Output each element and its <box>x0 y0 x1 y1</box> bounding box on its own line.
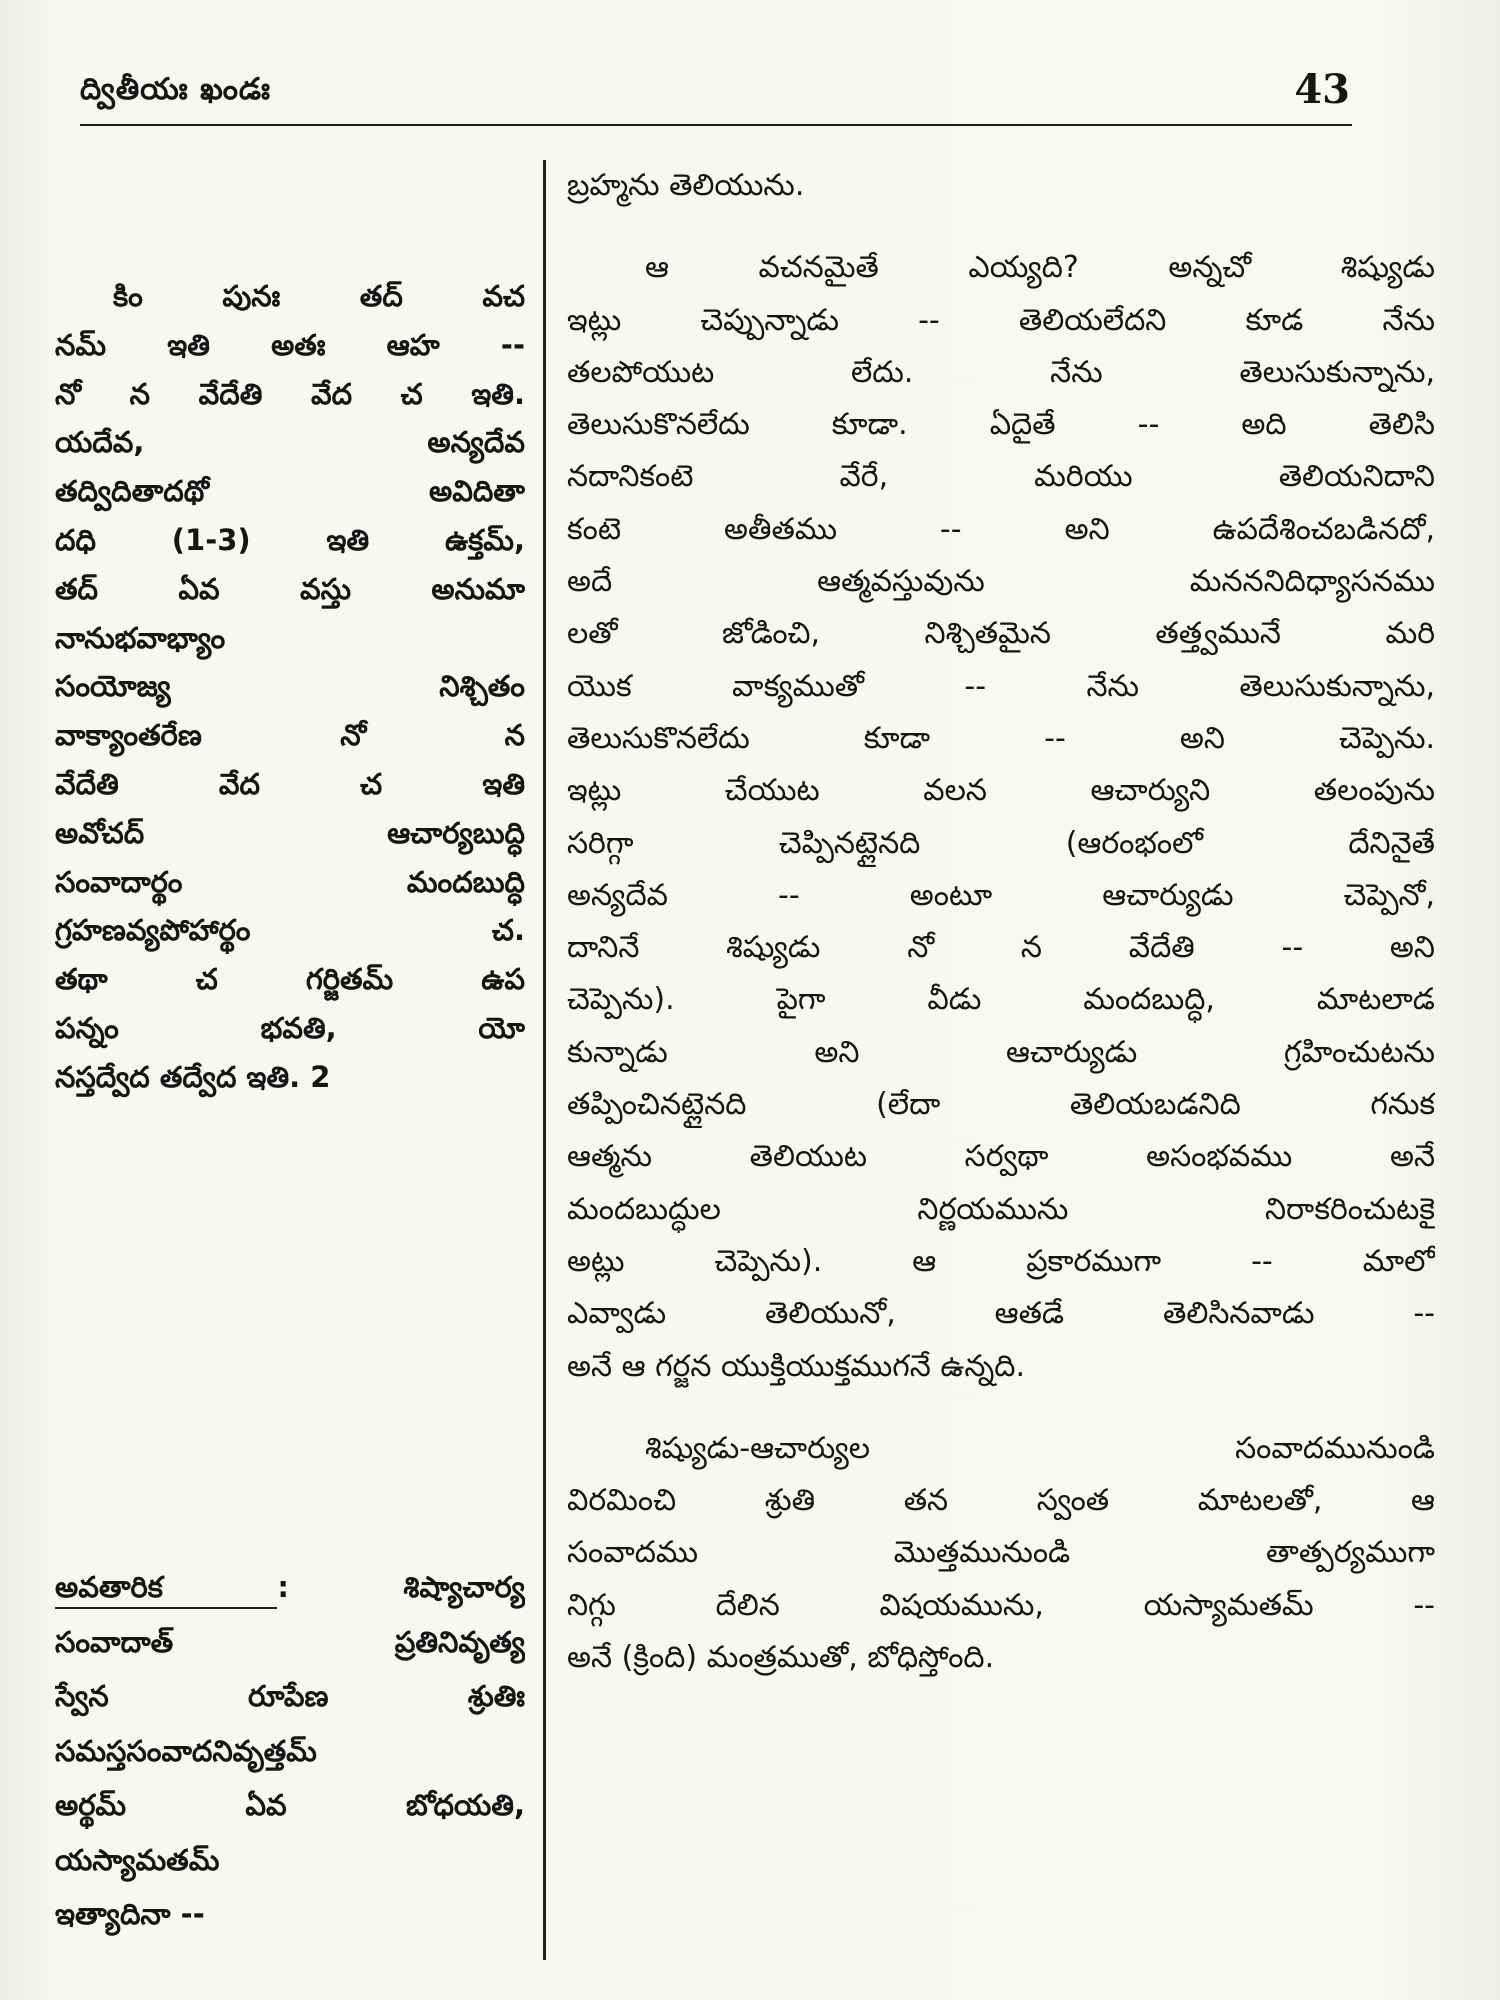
text-line: సంయోజ్య నిశ్చితం <box>55 669 525 704</box>
text-line: నానుభవాభ్యాం <box>55 620 226 655</box>
text-line: నమ్ ఇతి అతః ఆహ -- <box>55 327 525 362</box>
text-line: నిగ్గు దేలిన విషయమును, యస్యామతమ్ -- <box>567 1587 1435 1623</box>
paragraph-1 <box>567 160 1435 212</box>
text-line: మందబుద్ధుల నిర్ణయమును నిరాకరించుటకై <box>567 1191 1435 1227</box>
page-header <box>80 60 1350 130</box>
text-line: తెలుసుకొనలేదు కూడా. ఏదైతే -- అది తెలిసి <box>567 407 1435 443</box>
text-line: అట్లు చెప్పెను). ఆ ప్రకారముగా -- మాలో <box>567 1243 1435 1279</box>
header-rule <box>80 124 1352 126</box>
text-line: యస్యామతమ్ <box>55 1842 220 1877</box>
text-line: తద్విదితాదథో అవిదితా <box>55 474 525 509</box>
text-line: ఆ వచనమైతే ఎయ్యది? అన్నచో శిష్యుడు <box>645 250 1435 286</box>
text-line: తెలుసుకొనలేదు కూడా -- అని చెప్పెను. <box>567 720 1435 756</box>
text-line: ఇట్లు చెప్పున్నాడు -- తెలియలేదని కూడ నేను <box>567 302 1435 338</box>
text-line: అనే ఆ గర్జన యుక్తియుక్తముగనే ఉన్నది. <box>567 1348 1026 1384</box>
text-line: సంవాదము మొత్తమునుండి తాత్పర్యముగా <box>567 1535 1435 1571</box>
column-divider <box>543 160 546 1960</box>
text-line: పన్నం భవతి, యో <box>55 1010 525 1045</box>
text-line: తథా చ గర్జితమ్ ఉప <box>55 962 525 997</box>
text-line: దధి (1-3) ఇతి ఉక్తమ్, <box>55 522 525 557</box>
text-line: అవోచద్ ఆచార్యబుద్ధి <box>55 815 525 850</box>
text-line: కంటె అతీతము -- అని ఉపదేశించబడినదో, <box>567 511 1435 547</box>
text-line: ఆత్మను తెలియుట సర్వథా అసంభవము అనే <box>567 1139 1435 1175</box>
text-line: తలపోయుట లేదు. నేను తెలుసుకున్నాను, <box>567 354 1435 390</box>
page-number: 43 <box>1294 66 1350 113</box>
text-line: నదానికంటె వేరే, మరియు తెలియనిదాని <box>567 459 1435 495</box>
text-line: స్వేన రూపేణ శ్రుతిః <box>55 1679 525 1713</box>
text-line: అనే (క్రింది) మంత్రముతో, బోధిస్తోంది. <box>567 1640 995 1676</box>
text-line: సంవాదార్థం మందబుద్ధి <box>55 864 525 899</box>
running-header-title: ద్వితీయః ఖండః <box>80 72 272 107</box>
paragraph-gap <box>567 1393 1435 1423</box>
right-column-telugu-commentary <box>567 160 1435 1684</box>
text-line: దానినే శిష్యుడు నో న వేదేతి -- అని <box>567 930 1435 966</box>
text-line: కున్నాడు అని ఆచార్యుడు గ్రహించుటను <box>567 1034 1435 1070</box>
paragraph-gap <box>567 212 1435 242</box>
text-line: ఎవ్వాడు తెలియునో, ఆతడే తెలిసినవాడు -- <box>567 1296 1435 1332</box>
avataarika-heading-line: అవతారిక : శిష్యాచార్య <box>55 1570 525 1604</box>
text-line: సరిగ్గా చెప్పినట్లైనది (ఆరంభంలో దేనినైతే <box>567 825 1435 861</box>
text-line: అదే ఆత్మవస్తువును మనననిదిధ్యాసనము <box>567 564 1435 600</box>
text-line: యొక వాక్యముతో -- నేను తెలుసుకున్నాను, <box>567 668 1435 704</box>
text-line: అర్థమ్ ఏవ బోధయతి, <box>55 1788 525 1822</box>
text-line: లతో జోడించి, నిశ్చితమైన తత్త్వమునే మరి <box>567 616 1435 652</box>
text-line: తద్ ఏవ వస్తు అనుమా <box>55 571 525 606</box>
text-line: గ్రహణవ్యపోహార్థం చ. <box>55 913 525 948</box>
paragraph-3 <box>567 1423 1435 1684</box>
text-line: శిష్యుడు-ఆచార్యుల సంవాదమునుండి <box>645 1430 1435 1466</box>
avataarika-underline <box>55 1607 277 1609</box>
text-line: నస్తద్వేద తద్వేద ఇతి. 2 <box>55 1059 331 1094</box>
text-line: యదేవ, అన్యదేవ <box>55 425 525 460</box>
text-line: బ్రహ్మను తెలియును. <box>567 168 805 203</box>
text-line: చెప్పెను). పైగా వీడు మందబుద్ధి, మాటలాడ <box>567 982 1435 1018</box>
text-line: కిం పునః తద్ వచ <box>113 279 525 313</box>
text-line: ఇట్లు చేయుట వలన ఆచార్యుని తలంపును <box>567 773 1435 809</box>
text-line: ఇత్యాదినా -- <box>55 1897 205 1931</box>
text-line: వేదేతి వేద చ ఇతి <box>55 766 525 801</box>
paragraph-2 <box>567 242 1435 1393</box>
text-line: నో న వేదేతి వేద చ ఇతి. <box>55 376 525 411</box>
text-line: తప్పించినట్లైనది (లేదా తెలియబడనిది గనుక <box>567 1087 1435 1123</box>
text-line: సమస్తసంవాదనివృత్తమ్ <box>55 1733 317 1768</box>
text-line: విరమించి శ్రుతి తన స్వంత మాటలతో, ఆ <box>567 1483 1435 1519</box>
left-column-sanskrit-text <box>55 272 525 1102</box>
text-line: అన్యదేవ -- అంటూ ఆచార్యుడు చెప్పెనో, <box>567 877 1435 913</box>
text-line: వాక్యాంతరేణ నో న <box>55 718 525 753</box>
avataarika-section <box>55 1560 525 1942</box>
text-line: సంవాదాత్ ప్రతినివృత్య <box>55 1624 525 1659</box>
